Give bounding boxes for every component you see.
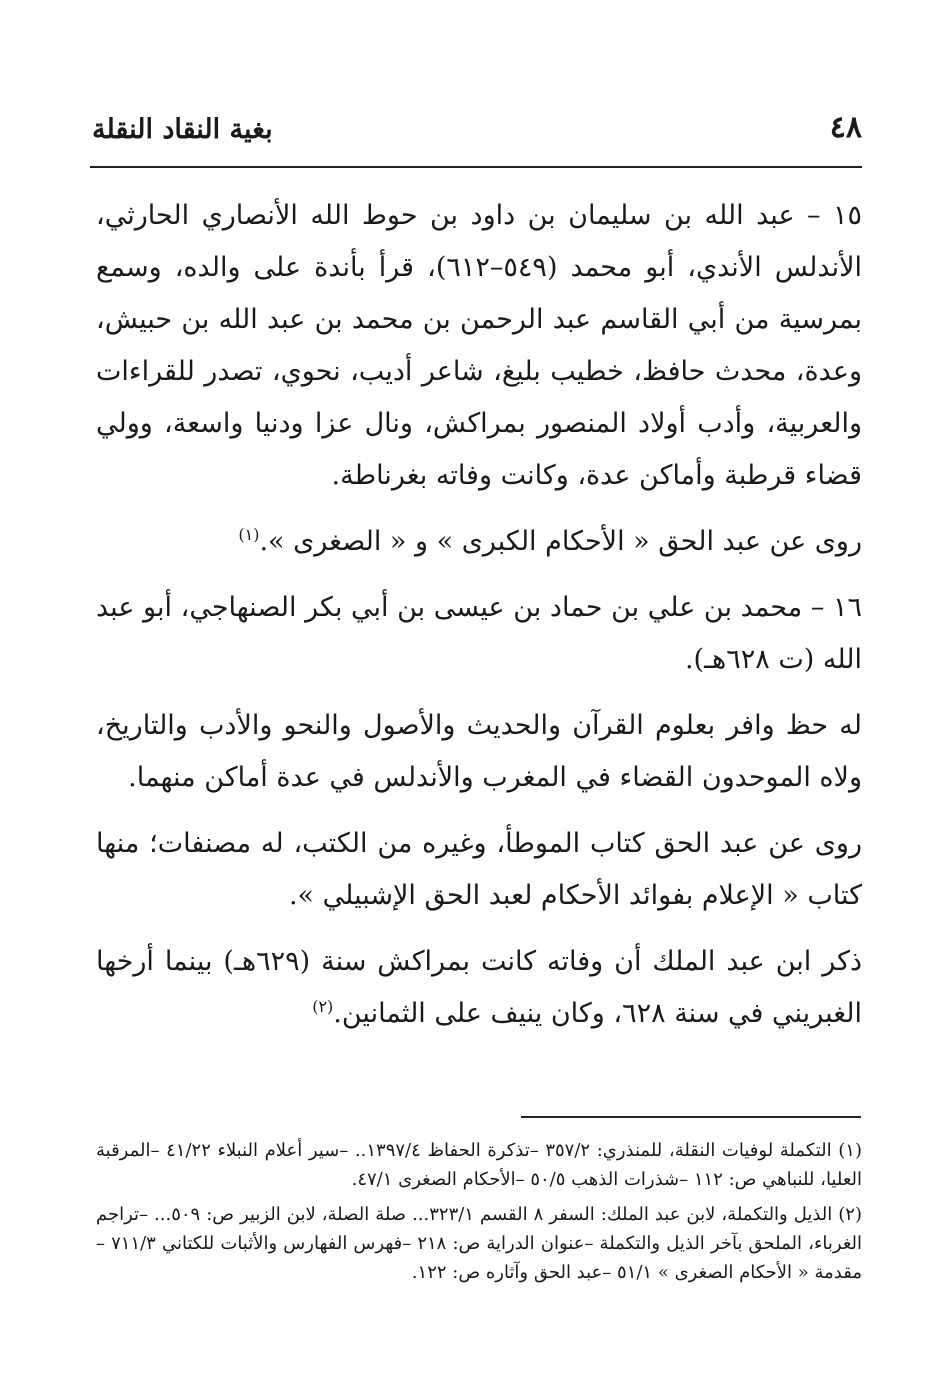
entry-16-riwaya-paragraph: روى عن عبد الحق كتاب الموطأ، وغيره من الكتب، له مصنفات؛ منها كتاب « الإعلام بفوائد الأحكام لعبد الحق الإشبيلي ».: [96, 828, 862, 911]
entry-16-biography-paragraph: له حظ وافر بعلوم القرآن والحديث والأصول والنحو والأدب والتاريخ، ولاه الموحدون القضاء في المغرب والأندلس في عدة أماكن منهما.: [96, 710, 862, 793]
entry-16-paragraph: ١٦ – محمد بن علي بن حماد بن عيسى بن أبي بكر الصنهاجي، أبو عبد الله (ت ٦٢٨هـ).: [96, 592, 862, 675]
entry-15-riwaya-paragraph: [96, 516, 862, 568]
entry-15-paragraph: ١٥ – عبد الله بن سليمان بن داود بن حوط الله الأنصاري الحارثي، الأندلس الأندي، أبو محمد (٥٤٩–٦١٢)، قرأ بأندة على والده، وسمع بمرسية من أبي القاسم عبد الرحمن بن محمد بن عبد الله بن حبيش، وعدة، محدث حافظ، خطيب بليغ، شاعر أديب، نحوي، تصدر للقراءات والعربية، وأدب أولاد المنصور بمراكش، ونال عزا ودنيا واسعة، وولي قضاء قرطبة وأماكن عدة، وكانت وفاته بغرناطة.: [96, 200, 862, 491]
entry-15-riwaya-text: روى عن عبد الحق « الأحكام الكبرى » و « الصغرى ».: [259, 526, 862, 557]
footnote-2: (٢) الذيل والتكملة، لابن عبد الملك: السفر ٨ القسم ٣٢٣/١... صلة الصلة، لابن الزبير ص: ٥٠٩... –تراجم الغرباء، الملحق بآخر الذيل والتكملة –عنوان الدراية ص: ٢١٨ –فهرس الفهارس والأثبات للكتاني ٧١١/٣ –مقدمة « الأحكام الصغرى » ٥١/١ –عبد الحق وآثاره ص: ١٢٢.: [96, 1204, 862, 1283]
running-title: بغية النقاد النقلة: [92, 114, 273, 145]
footnote-divider: [521, 1116, 861, 1118]
footnote-ref-1: (١): [238, 525, 260, 544]
main-text: [96, 190, 862, 1054]
footnotes: [96, 1136, 862, 1293]
footnote-1: (١) التكملة لوفيات النقلة، للمنذري: ٣٥٧/٢ –تذكرة الحفاظ ١٣٩٧/٤.. –سير أعلام النبلاء ٤١/٢٢ –المرقبة العليا، للنباهي ص: ١١٢ –شذرات الذهب ٥٠/٥ –الأحكام الصغرى ٤٧/١.: [96, 1140, 862, 1190]
page-header: [92, 110, 862, 160]
header-divider: [90, 166, 862, 168]
footnote-ref-2: (٢): [312, 997, 334, 1016]
entry-16-death-paragraph: [96, 936, 862, 1040]
page-number: ٤٨: [829, 110, 862, 145]
entry-16-death-text: ذكر ابن عبد الملك أن وفاته كانت بمراكش سنة (٦٢٩هـ) بينما أرخها الغبريني في سنة ٦٢٨، وكان ينيف على الثمانين.: [96, 946, 862, 1029]
